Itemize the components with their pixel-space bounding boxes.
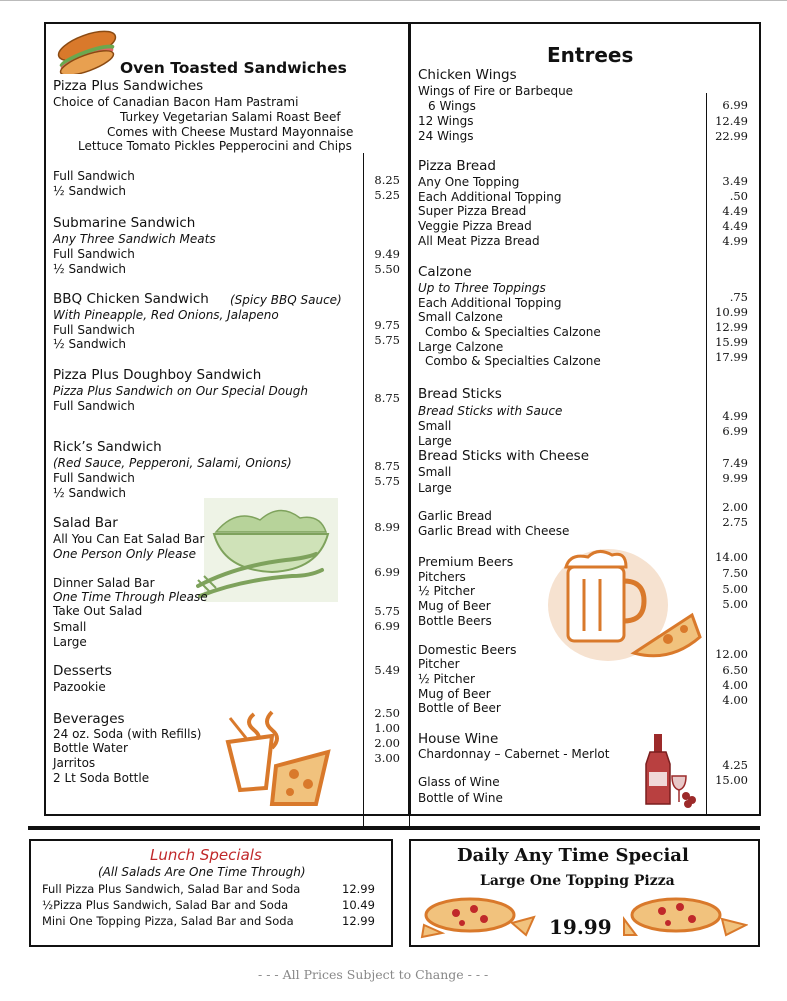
menu-item: Take Out Salad <box>53 604 143 618</box>
salad-line: All You Can Eat Salad Bar <box>53 532 205 546</box>
price: 3.00 <box>374 751 400 765</box>
price: 15.99 <box>715 335 748 349</box>
dinner-salad-sub: One Time Through Please <box>53 590 208 604</box>
price: 3.49 <box>722 174 748 188</box>
wine-bottle-icon <box>640 732 700 808</box>
price: .75 <box>729 290 748 304</box>
menu-item: Combo & Specialties Calzone <box>425 325 601 339</box>
lunch-price: 12.99 <box>342 882 375 896</box>
menu-item: 2 Lt Soda Bottle <box>53 771 150 785</box>
price: 1.00 <box>374 721 400 735</box>
price: 5.49 <box>374 663 400 677</box>
beer-mug-pizza-icon <box>546 545 702 667</box>
menu-item: Full Sandwich <box>53 247 135 261</box>
sandwich-icon <box>54 28 120 74</box>
right-title: Entrees <box>547 43 634 67</box>
price: 6.50 <box>722 663 748 677</box>
lunch-title: Lunch Specials <box>150 846 262 864</box>
price: 2.00 <box>722 500 748 514</box>
premium-heading: Premium Beers <box>418 554 514 569</box>
price: 5.00 <box>722 597 748 611</box>
price: 5.25 <box>374 188 400 202</box>
price: 9.99 <box>722 471 748 485</box>
menu-item: 24 Wings <box>418 129 474 143</box>
price: 12.49 <box>715 114 748 128</box>
menu-item: Pazookie <box>53 680 106 694</box>
price: 6.99 <box>722 98 748 112</box>
price: 5.75 <box>374 333 400 347</box>
menu-item: Large Calzone <box>418 340 504 354</box>
price: 8.99 <box>374 520 400 534</box>
price: 22.99 <box>715 129 748 143</box>
menu-item: Full Sandwich <box>53 169 135 183</box>
salad-icon <box>196 496 338 614</box>
lunch-sub: (All Salads Are One Time Through) <box>98 865 306 879</box>
pizza-plus-line: Lettuce Tomato Pickles Pepperocini and Chips <box>78 139 352 153</box>
price: 5.75 <box>374 604 400 618</box>
price: 8.25 <box>374 173 400 187</box>
menu-item: Glass of Wine <box>418 775 500 789</box>
menu-item: Veggie Pizza Bread <box>418 219 532 233</box>
price: 6.99 <box>374 619 400 633</box>
price: 4.49 <box>722 219 748 233</box>
desserts-heading: Desserts <box>53 663 112 679</box>
menu-item: Bottle Beers <box>418 614 492 628</box>
menu-item: All Meat Pizza Bread <box>418 234 540 248</box>
menu-item: Large <box>53 635 87 649</box>
price: 4.99 <box>722 234 748 248</box>
daily-title: Daily Any Time Special <box>457 845 689 866</box>
price: 12.99 <box>715 320 748 334</box>
pizza-plus-line: Turkey Vegetarian Salami Roast Beef <box>120 110 341 124</box>
menu-item: 24 oz. Soda (with Refills) <box>53 727 202 741</box>
top-rule <box>0 0 787 1</box>
menu-item: ½ Sandwich <box>53 337 126 351</box>
menu-item: ½ Pitcher <box>418 584 475 598</box>
price: 5.00 <box>722 582 748 596</box>
price: 10.99 <box>715 305 748 319</box>
ricks-sub: (Red Sauce, Pepperoni, Salami, Onions) <box>53 456 292 470</box>
menu-item: Large <box>418 481 452 495</box>
menu-item: ½ Sandwich <box>53 486 126 500</box>
menu-item: Bottle of Wine <box>418 791 503 805</box>
menu-item: Full Sandwich <box>53 399 135 413</box>
breadsticks-sub: Bread Sticks with Sauce <box>418 404 563 418</box>
price: 7.49 <box>722 456 748 470</box>
price: 5.50 <box>374 262 400 276</box>
price: 9.49 <box>374 247 400 261</box>
menu-item: Combo & Specialties Calzone <box>425 354 601 368</box>
price: 15.00 <box>715 773 748 787</box>
price: 4.25 <box>722 758 748 772</box>
menu-item: 6 Wings <box>428 99 476 113</box>
price: 4.00 <box>722 678 748 692</box>
breadsticks-heading: Bread Sticks <box>418 386 502 402</box>
wings-sub: Wings of Fire or Barbeque <box>418 84 574 98</box>
price: 2.50 <box>374 706 400 720</box>
menu-item: Any One Topping <box>418 175 520 189</box>
menu-item: Small <box>418 419 452 433</box>
menu-item: 12 Wings <box>418 114 474 128</box>
lunch-price: 10.49 <box>342 898 375 912</box>
price: 17.99 <box>715 350 748 364</box>
pizza-bread-heading: Pizza Bread <box>418 158 496 174</box>
daily-sub: Large One Topping Pizza <box>480 873 675 889</box>
submarine-sub: Any Three Sandwich Meats <box>53 232 216 246</box>
menu-item: Small <box>418 465 452 479</box>
bbq-heading: BBQ Chicken Sandwich <box>53 291 209 307</box>
footer-note: - - - All Prices Subject to Change - - - <box>258 967 489 982</box>
price: 5.75 <box>374 474 400 488</box>
menu-item: Full Sandwich <box>53 471 135 485</box>
menu-item: Each Additional Topping <box>418 296 562 310</box>
salad-sub: One Person Only Please <box>53 547 197 561</box>
menu-item: Garlic Bread <box>418 509 492 523</box>
bbq-heading-note: (Spicy BBQ Sauce) <box>230 293 342 307</box>
doughboy-heading: Pizza Plus Doughboy Sandwich <box>53 367 262 383</box>
menu-item: Super Pizza Bread <box>418 204 527 218</box>
breadsticks-cheese-heading: Bread Sticks with Cheese <box>418 448 589 464</box>
menu-item: Mug of Beer <box>418 687 491 701</box>
pizza-icon <box>622 895 748 939</box>
lunch-item: ½Pizza Plus Sandwich, Salad Bar and Soda <box>42 898 289 912</box>
price: 8.75 <box>374 459 400 473</box>
price: 7.50 <box>722 566 748 580</box>
pizza-plus-heading: Pizza Plus Sandwiches <box>53 78 204 94</box>
menu-item: Jarritos <box>53 756 96 770</box>
daily-price: 19.99 <box>549 915 612 939</box>
price: .50 <box>729 189 748 203</box>
menu-item: Bottle of Beer <box>418 701 501 715</box>
domestic-heading: Domestic Beers <box>418 642 517 657</box>
price: 9.75 <box>374 318 400 332</box>
menu-item: Small <box>53 620 87 634</box>
menu-item: ½ Pitcher <box>418 672 475 686</box>
price: 6.99 <box>374 565 400 579</box>
wine-heading: House Wine <box>418 731 499 747</box>
lunch-item: Mini One Topping Pizza, Salad Bar and Soda <box>42 914 294 928</box>
menu-item: Small Calzone <box>418 310 503 324</box>
menu-item: Each Additional Topping <box>418 190 562 204</box>
bbq-sub: With Pineapple, Red Onions, Jalapeno <box>53 308 279 322</box>
price: 2.75 <box>722 515 748 529</box>
price: 14.00 <box>715 550 748 564</box>
wine-sub: Chardonnay – Cabernet - Merlot <box>418 747 610 761</box>
price: 4.49 <box>722 204 748 218</box>
menu-item: Large <box>418 434 452 448</box>
menu-item: Full Sandwich <box>53 323 135 337</box>
wings-heading: Chicken Wings <box>418 67 517 83</box>
doughboy-sub: Pizza Plus Sandwich on Our Special Dough <box>53 384 308 398</box>
submarine-heading: Submarine Sandwich <box>53 215 196 231</box>
beverage-pizza-icon <box>224 708 334 806</box>
lunch-price: 12.99 <box>342 914 375 928</box>
calzone-sub: Up to Three Toppings <box>418 281 546 295</box>
menu-item: ½ Sandwich <box>53 184 126 198</box>
menu-item: ½ Sandwich <box>53 262 126 276</box>
section-divider <box>28 826 760 830</box>
price: 8.75 <box>374 391 400 405</box>
price: 4.99 <box>722 409 748 423</box>
price: 12.00 <box>715 647 748 661</box>
menu-item: Pitchers <box>418 570 466 584</box>
menu-item: Bottle Water <box>53 741 128 755</box>
menu-item: Garlic Bread with Cheese <box>418 524 570 538</box>
pizza-icon <box>418 895 536 939</box>
salad-heading: Salad Bar <box>53 515 118 531</box>
calzone-heading: Calzone <box>418 264 472 280</box>
beverages-heading: Beverages <box>53 711 125 727</box>
menu-item: Pitcher <box>418 657 460 671</box>
price: 4.00 <box>722 693 748 707</box>
menu-item: Mug of Beer <box>418 599 491 613</box>
price: 2.00 <box>374 736 400 750</box>
lunch-item: Full Pizza Plus Sandwich, Salad Bar and Soda <box>42 882 301 896</box>
dinner-salad: Dinner Salad Bar <box>53 576 155 590</box>
pizza-plus-line: Choice of Canadian Bacon Ham Pastrami <box>53 95 299 109</box>
price: 6.99 <box>722 424 748 438</box>
ricks-heading: Rick’s Sandwich <box>53 439 162 455</box>
pizza-plus-line: Comes with Cheese Mustard Mayonnaise <box>107 125 354 139</box>
left-title: Oven Toasted Sandwiches <box>120 59 347 77</box>
